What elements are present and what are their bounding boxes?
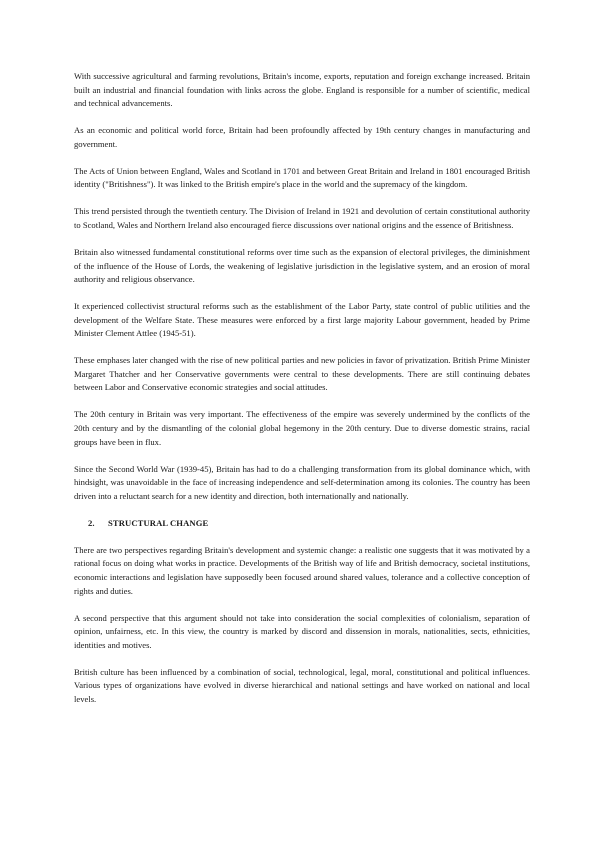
- paragraph-empire-decline: The 20th century in Britain was very important. The effectiveness of the empire was severely undermined by the conflicts of the 20th century and by the dismantling of the colonial global hegemony in the 20th century. Due to diverse domestic strains, racial groups have been in flux.: [74, 409, 530, 447]
- paragraph-two-perspectives: There are two perspectives regarding Britain's development and systemic change: a realistic one suggests that it was motivated by a rational focus on doing what works in practice. Developments of the British way of life and British democracy, societal institutions, economic interactions and legislation have supposedly been focused around shared values, tolerance and a collective conception of rights and duties.: [74, 544, 530, 596]
- paragraph-world-force: As an economic and political world force, Britain had been profoundly affected by 19th century changes in manufacturing and government.: [74, 125, 530, 149]
- paragraph-acts-of-union: The Acts of Union between England, Wales and Scotland in 1701 and between Great Britain and Ireland in 1801 encouraged British identity ("Britishness"). It was linked to the British empire's place in the world and the supremacy of the kingdom.: [74, 165, 530, 190]
- section-number: 2.: [88, 517, 95, 528]
- paragraph-british-culture: British culture has been influenced by a combination of social, technological, legal, moral, constitutional and political influences. Various types of organizations have evolved in diverse hierarchical and national settings and have worked on national and local levels.: [74, 666, 530, 704]
- document-body: [74, 70, 530, 720]
- section-title: STRUCTURAL CHANGE: [108, 517, 209, 528]
- paragraph-constitutional-reforms: Britain also witnessed fundamental constitutional reforms over time such as the expansion of electoral privileges, the diminishment of the influence of the House of Lords, the weakening of legislative jurisdiction in the legislative system, and an erosion of moral authority and religious observance.: [74, 246, 530, 285]
- paragraph-post-war-transformation: Since the Second World War (1939-45), Britain has had to do a challenging transformation from its global dominance which, with hindsight, was unavoidable in the face of increasing independence and self-determination among its colonies. The country has been driven into a reluctant search for a new identity and direction, both internationally and nationally.: [74, 463, 530, 501]
- paragraph-twentieth-century-trend: This trend persisted through the twentieth century. The Division of Ireland in 1921 and devolution of certain constitutional authority to Scotland, Wales and Northern Ireland also encouraged fierce discussions over national origins and the essence of Britishness.: [74, 206, 530, 230]
- section-heading: [88, 517, 530, 531]
- paragraph-privatization: These emphases later changed with the rise of new political parties and new policies in favor of privatization. British Prime Minister Margaret Thatcher and her Conservative governments were central to these developments. There are still continuing debates between Labor and Conservative economic strategies and social attitudes.: [74, 355, 530, 393]
- paragraph-economic-revolutions: With successive agricultural and farming revolutions, Britain's income, exports, reputation and foreign exchange increased. Britain built an industrial and financial foundation with links across the globe. England is responsible for a number of scientific, medical and technical advancements.: [74, 71, 530, 109]
- paragraph-second-perspective: A second perspective that this argument should not take into consideration the social complexities of colonialism, separation of opinion, unfairness, etc. In this view, the country is marked by discord and dissension in morals, nationalities, sects, ethnicities, identities and motives.: [74, 612, 530, 650]
- paragraph-collectivist-reforms: It experienced collectivist structural reforms such as the establishment of the Labor Party, state control of public utilities and the development of the Welfare State. These measures were enforced by a first large majority Labour government, headed by Prime Minister Clement Attlee (1945-51).: [74, 301, 530, 339]
